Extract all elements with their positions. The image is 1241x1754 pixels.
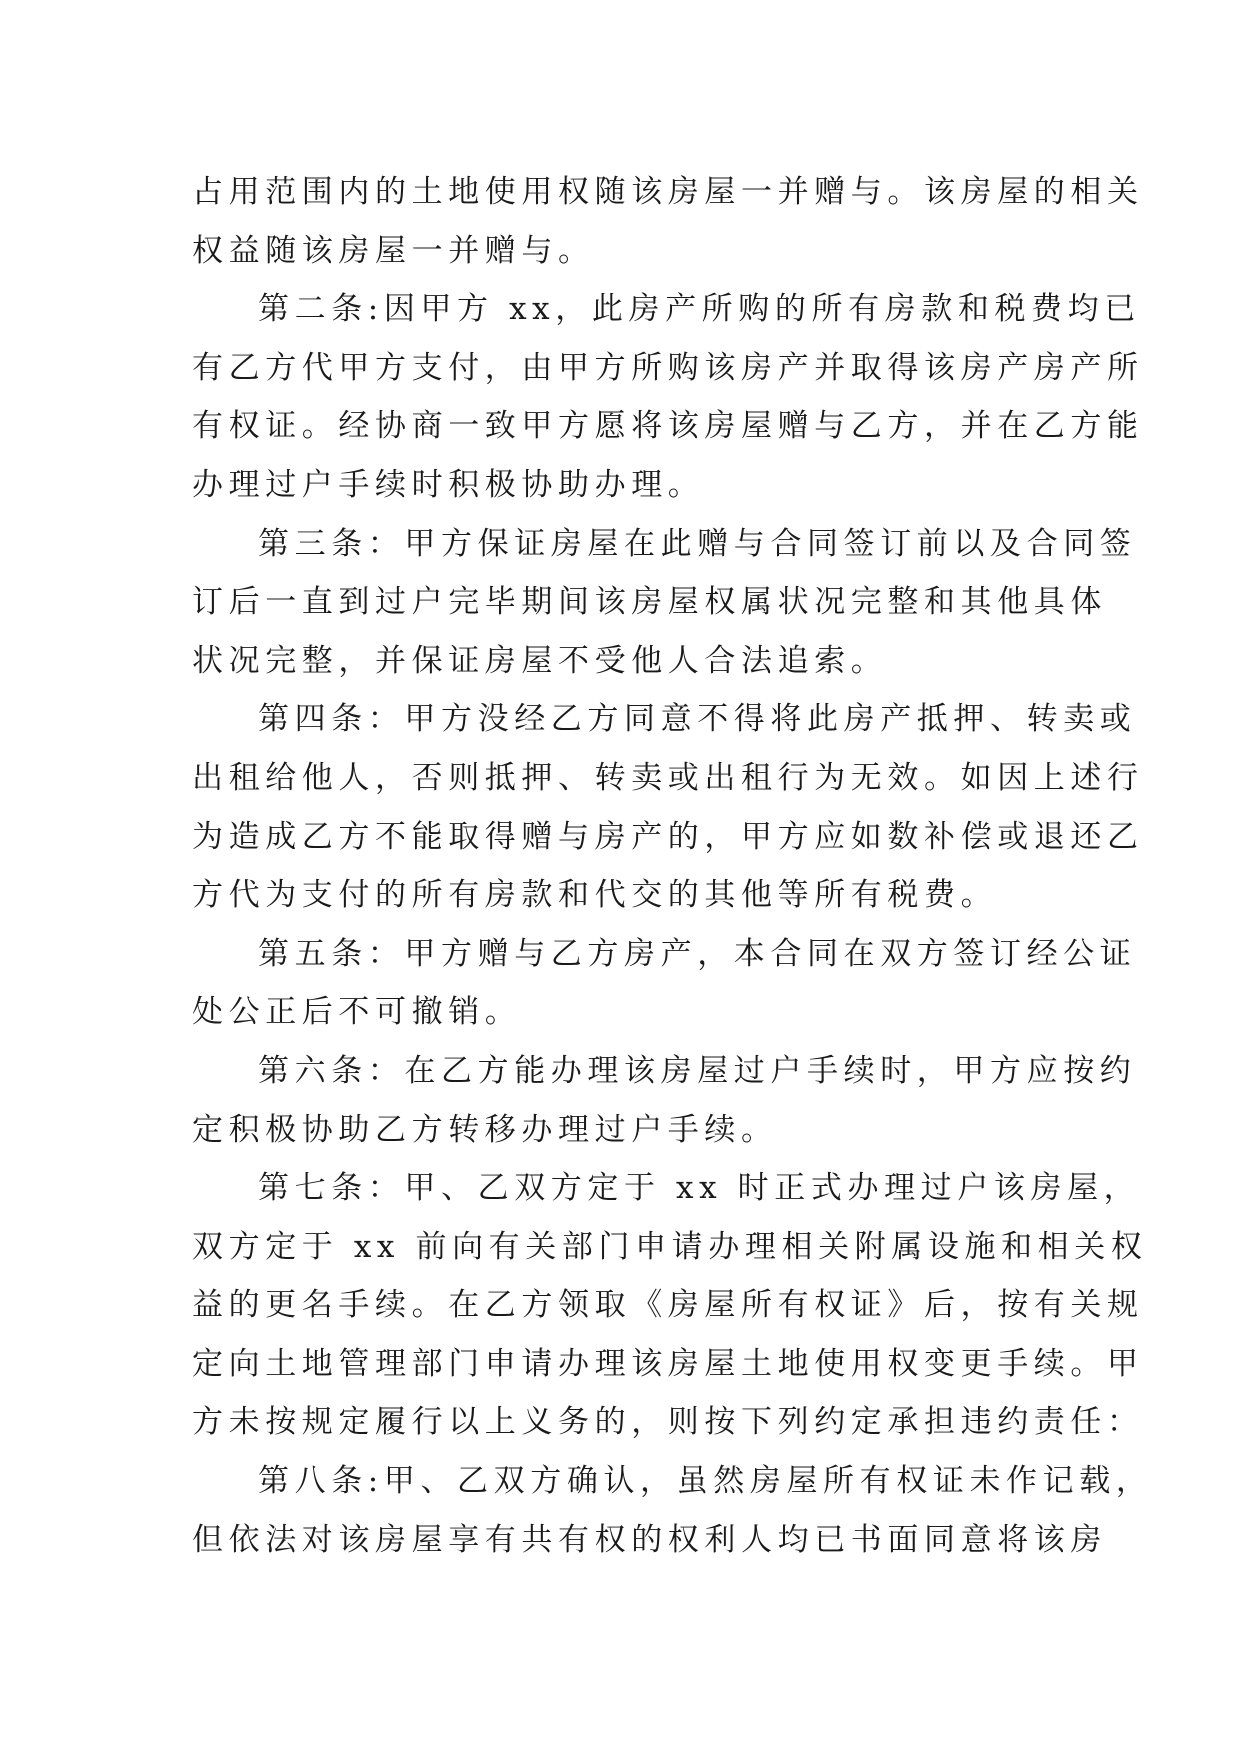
text-line: 定积极协助乙方转移办理过户手续。	[192, 1111, 778, 1148]
text-line: 占用范围内的土地使用权随该房屋一并赠与。该房屋的相关	[192, 174, 1144, 210]
text-line: 处公正后不可撤销。	[192, 994, 522, 1031]
text-line: 有乙方代甲方支付，由甲方所购该房产并取得该房产房产所	[192, 349, 1144, 386]
clause-2-line: 第二条:因甲方 xx，此房产所购的所有房款和税费均已	[258, 291, 1141, 328]
text-line: 办理过户手续时积极协助办理。	[192, 466, 705, 503]
clause-7-line: 第七条：甲、乙双方定于 xx 时正式办理过户该房屋，	[258, 1170, 1141, 1207]
text-line: 方代为支付的所有房款和代交的其他等所有税费。	[192, 877, 998, 914]
text-line: 为造成乙方不能取得赠与房产的，甲方应如数补偿或退还乙	[192, 818, 1144, 855]
text-line: 订后一直到过户完毕期间该房屋权属状况完整和其他具体	[192, 584, 1107, 621]
text-line: 状况完整，并保证房屋不受他人合法追索。	[192, 642, 888, 679]
text-line: 方未按规定履行以上义务的，则按下列约定承担违约责任：	[192, 1404, 1144, 1441]
clause-4-line: 第四条：甲方没经乙方同意不得将此房产抵押、转卖或	[258, 701, 1137, 738]
text-line: 定向土地管理部门申请办理该房屋土地使用权变更手续。甲	[192, 1345, 1144, 1382]
text-line: 但依法对该房屋享有共有权的权利人均已书面同意将该房	[192, 1521, 1107, 1558]
clause-8-line: 第八条:甲、乙双方确认，虽然房屋所有权证未作记载，	[258, 1463, 1153, 1500]
text-line: 双方定于 xx 前向有关部门申请办理相关附属设施和相关权	[192, 1228, 1148, 1265]
clause-3-line: 第三条：甲方保证房屋在此赠与合同签订前以及合同签	[258, 525, 1137, 562]
text-line: 有权证。经协商一致甲方愿将该房屋赠与乙方，并在乙方能	[192, 408, 1144, 445]
text-line: 出租给他人，否则抵押、转卖或出租行为无效。如因上述行	[192, 759, 1144, 796]
text-line: 权益随该房屋一并赠与。	[192, 232, 595, 269]
contract-text-body	[192, 163, 1153, 1569]
text-line: 益的更名手续。在乙方领取《房屋所有权证》后，按有关规	[192, 1287, 1144, 1324]
clause-6-line: 第六条：在乙方能办理该房屋过户手续时，甲方应按约	[258, 1052, 1137, 1089]
clause-5-line: 第五条：甲方赠与乙方房产，本合同在双方签订经公证	[258, 935, 1137, 972]
